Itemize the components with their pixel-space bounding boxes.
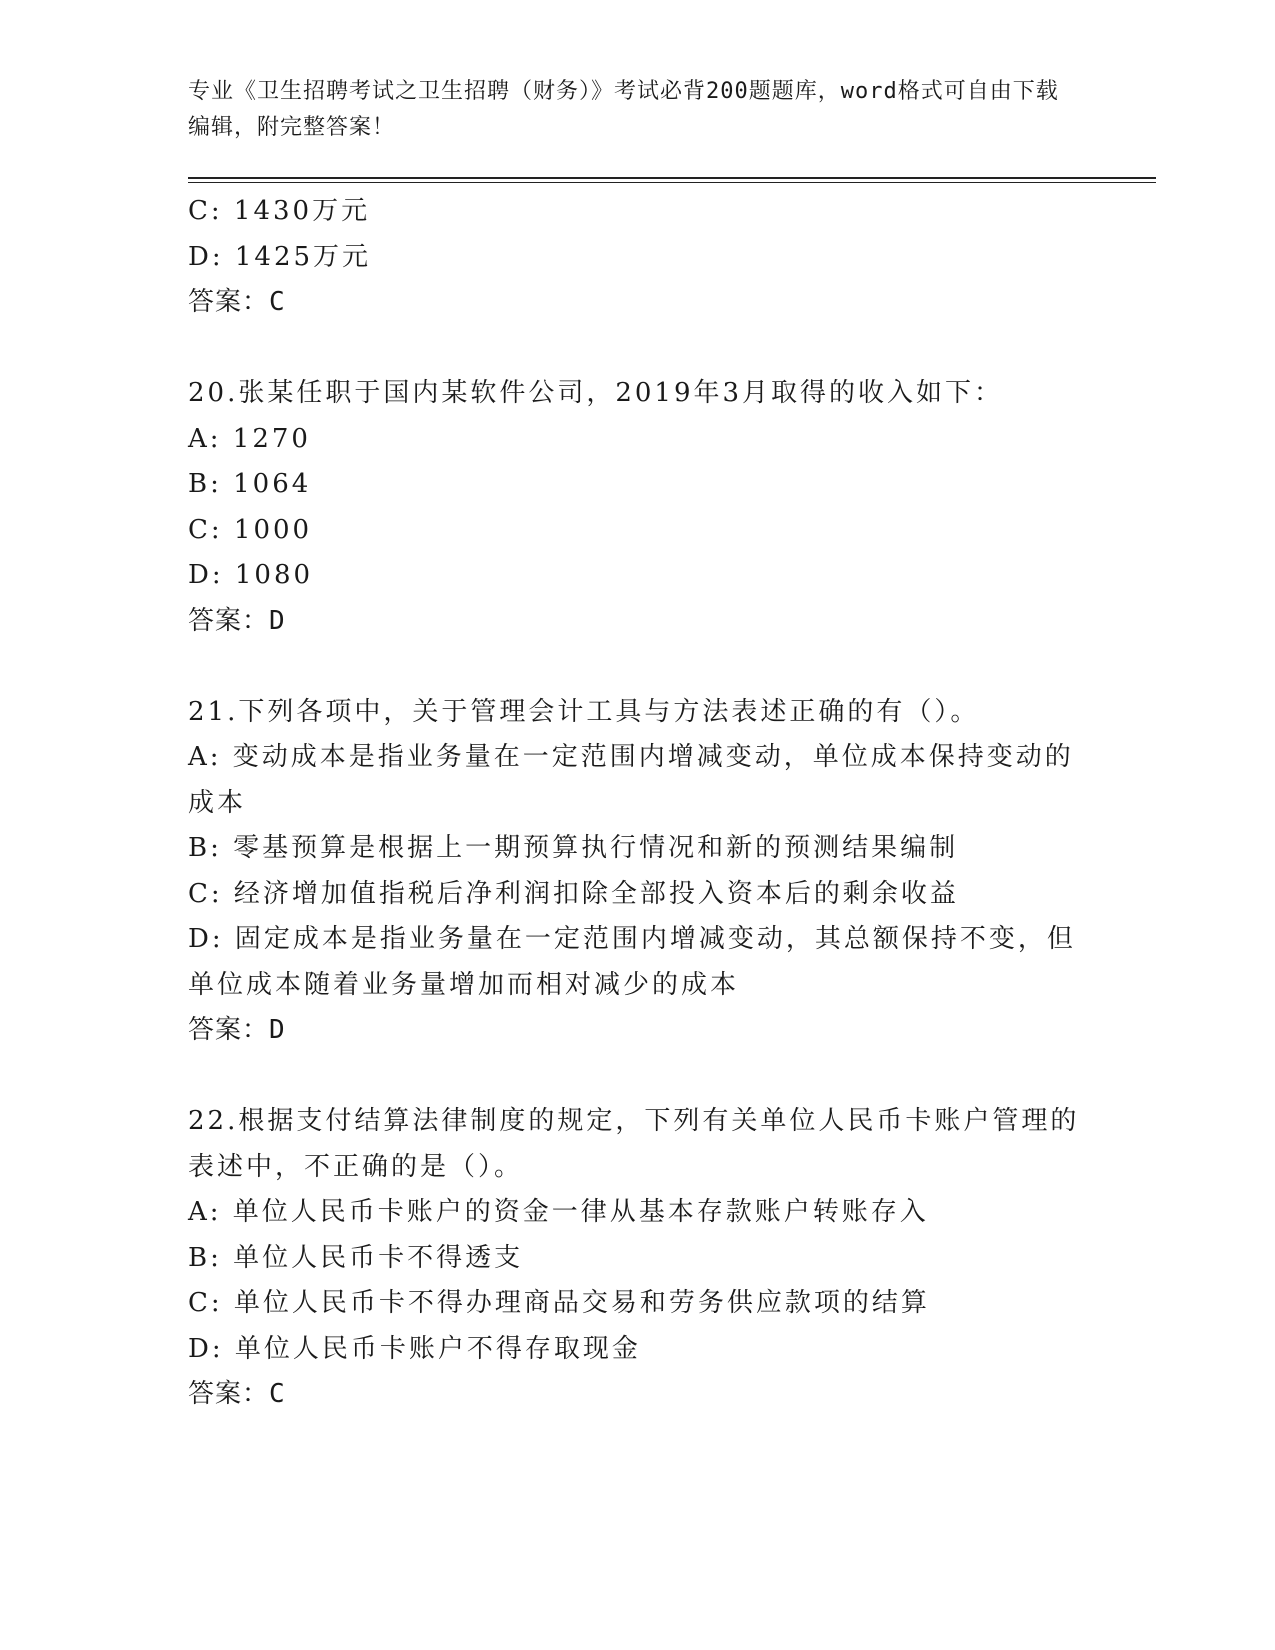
option-d: D: 单位人民币卡账户不得存取现金 (188, 1333, 641, 1364)
option-c: C: 经济增加值指税后净利润扣除全部投入资本后的剩余收益 (188, 878, 959, 909)
question-list (188, 189, 1088, 1418)
option-c: C: 1000 (188, 514, 313, 545)
question-21 (188, 690, 1088, 1054)
spacer (188, 644, 1088, 690)
spacer (188, 1054, 1088, 1100)
option-c: C: 单位人民币卡不得办理商品交易和劳务供应款项的结算 (188, 1288, 930, 1318)
question-stem: 22.根据支付结算法律制度的规定，下列有关单位人民币卡账户管理的表述中，不正确的是（）。 (188, 1106, 1080, 1182)
option-b: B: 单位人民币卡不得透支 (188, 1242, 524, 1273)
option-a: A: 变动成本是指业务量在一定范围内增减变动，单位成本保持变动的成本 (188, 742, 1074, 818)
question-22 (188, 1099, 1088, 1418)
header-rule-thin (188, 182, 1156, 183)
answer-label: 答案：C (188, 1379, 286, 1409)
option-d: D: 1080 (188, 560, 314, 590)
option-d: D: 1425万元 (188, 241, 372, 272)
option-b: B: 1064 (188, 469, 312, 499)
answer-label: 答案：D (188, 605, 286, 636)
option-a: A: 1270 (188, 423, 311, 454)
option-b: B: 零基预算是根据上一期预算执行情况和新的预测结果编制 (188, 833, 959, 863)
question-20 (188, 371, 1088, 644)
answer-label: 答案：C (188, 287, 286, 317)
header-rule-thick (188, 177, 1156, 179)
page-header: 专业《卫生招聘考试之卫生招聘（财务）》考试必背200题题库，word格式可自由下载编辑，附完整答案！ (188, 79, 1059, 140)
option-d: D: 固定成本是指业务量在一定范围内增减变动，其总额保持不变，但单位成本随着业务量增加而相对减少的成本 (188, 924, 1076, 1000)
question-stem: 21.下列各项中，关于管理会计工具与方法表述正确的有（）。 (188, 696, 980, 727)
option-c: C: 1430万元 (188, 196, 371, 226)
option-a: A: 单位人民币卡账户的资金一律从基本存款账户转账存入 (188, 1197, 929, 1227)
spacer (188, 326, 1088, 372)
question-stem: 20.张某任职于国内某软件公司，2019年3月取得的收入如下： (188, 378, 1004, 408)
question-19-tail (188, 189, 1088, 326)
answer-label: 答案：D (188, 1015, 286, 1045)
